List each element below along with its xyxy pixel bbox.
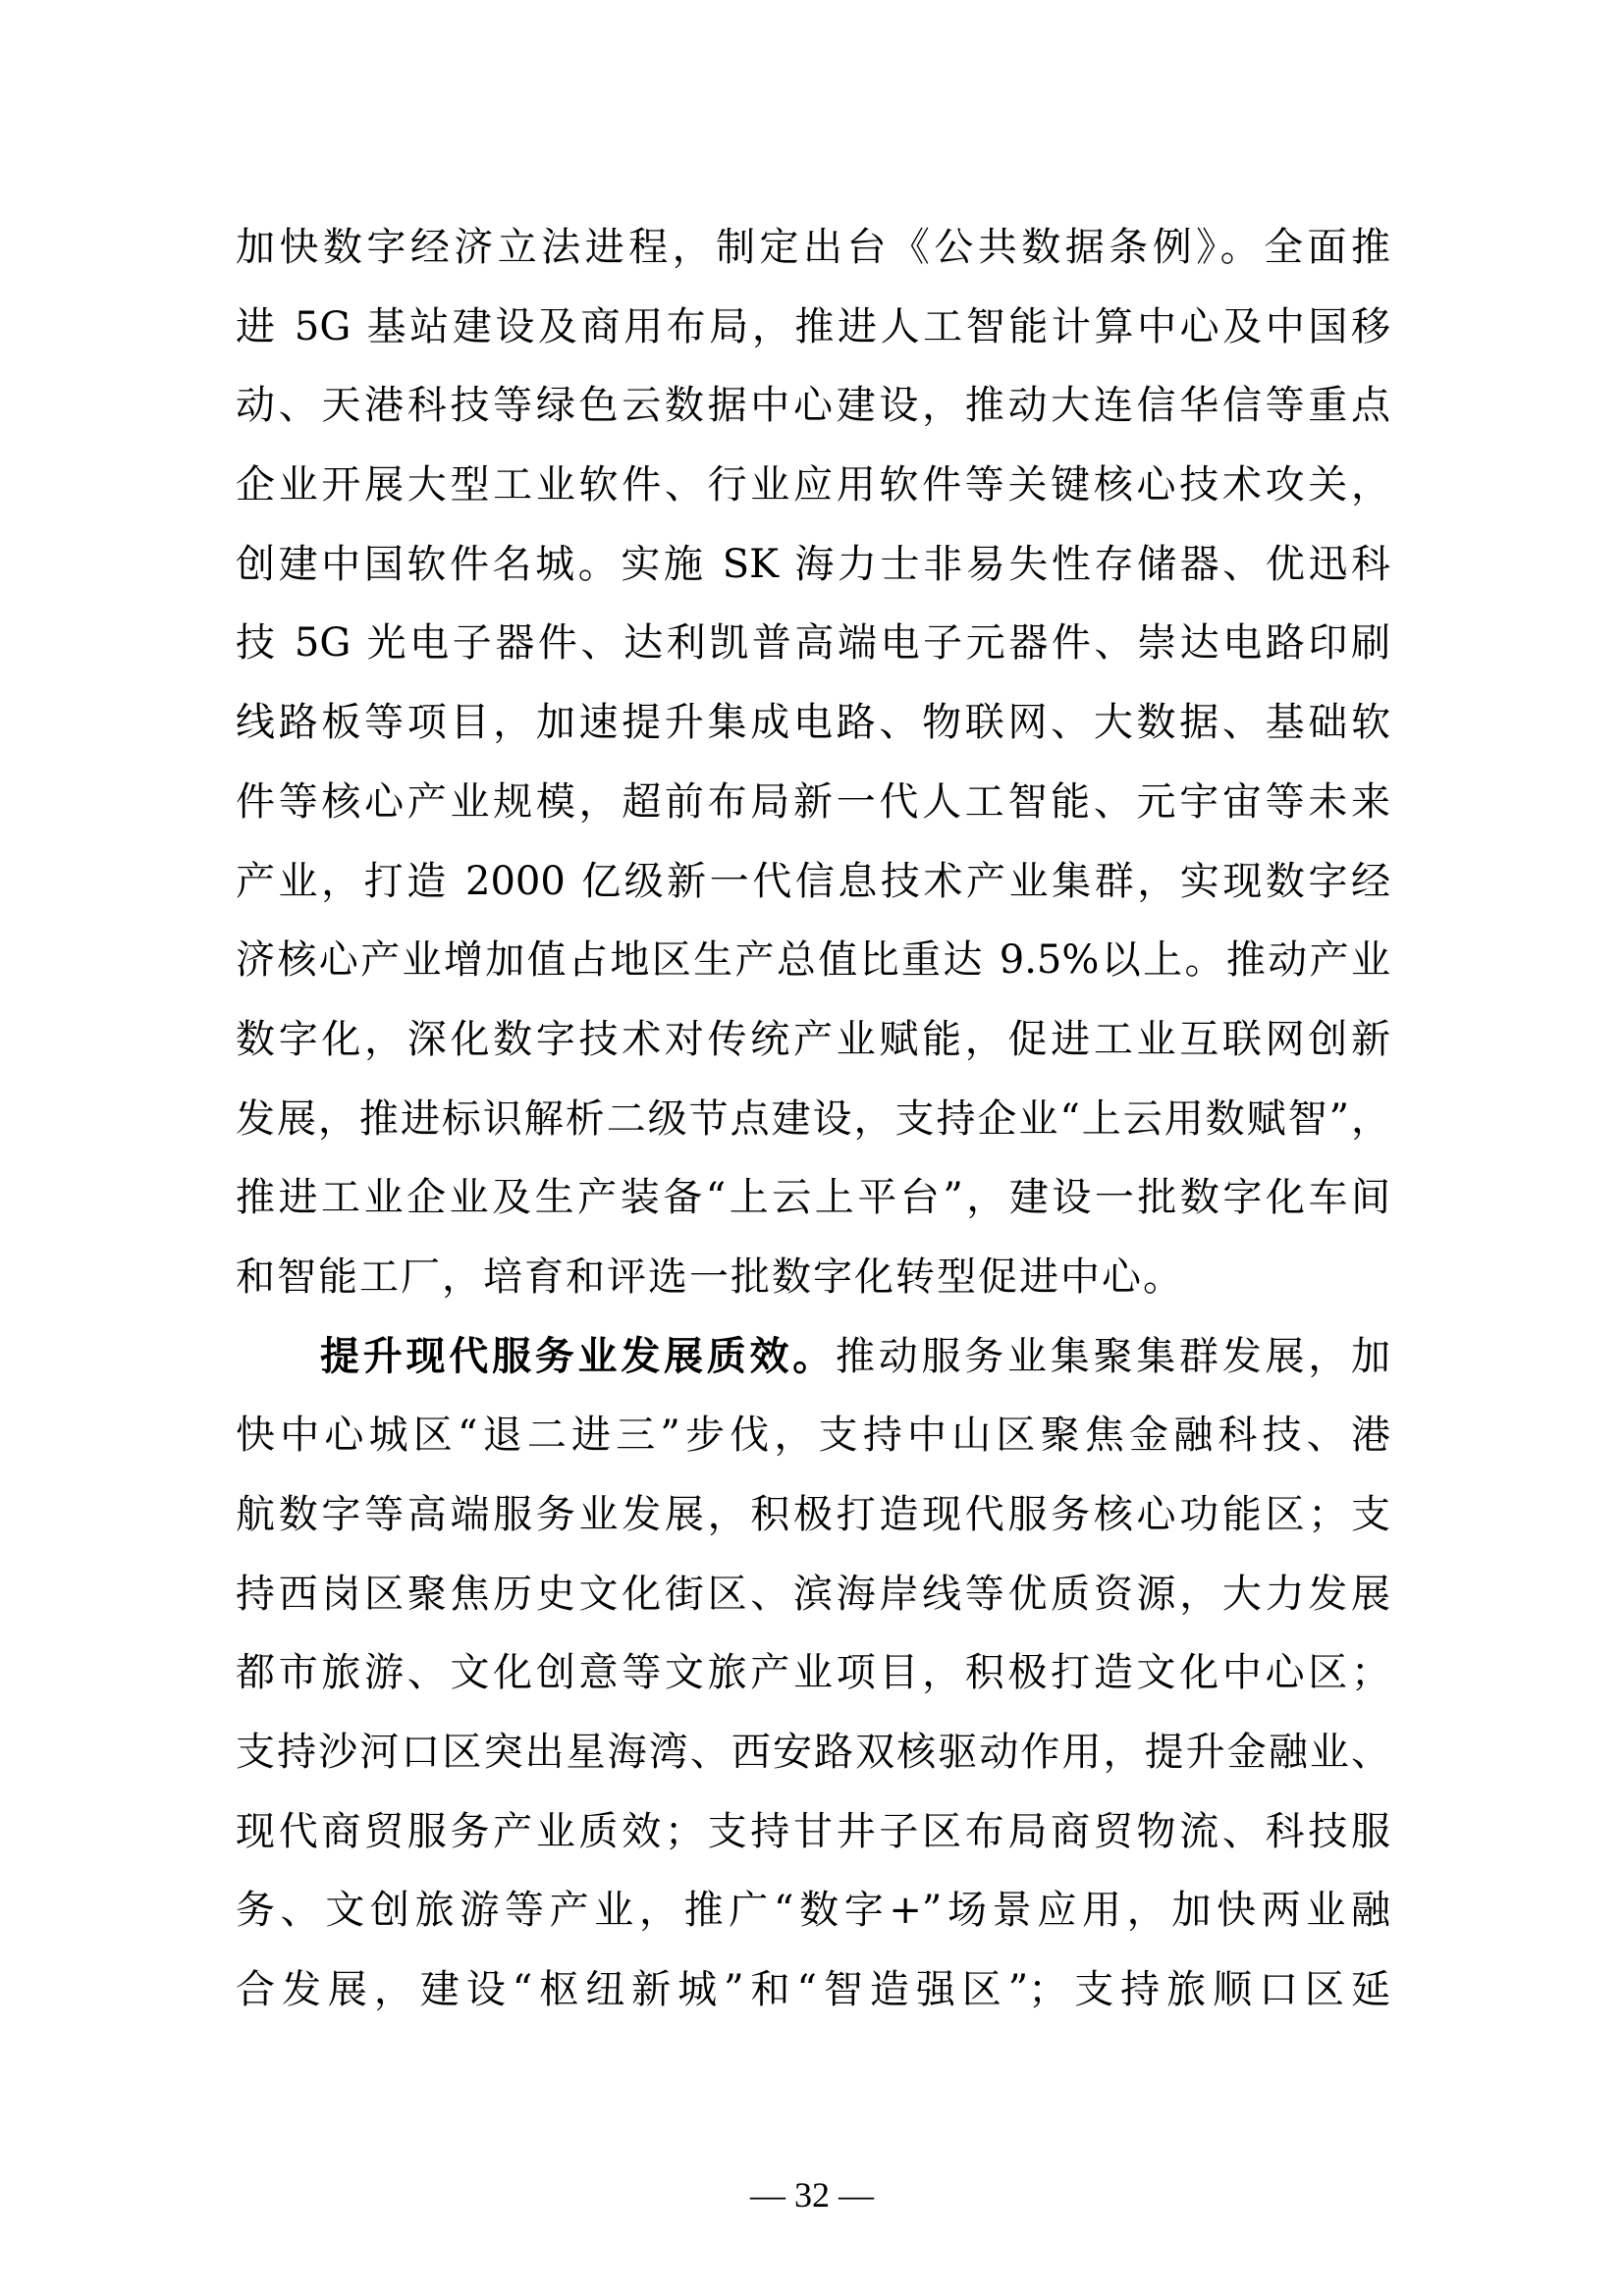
text-line: 创建中国软件名城。实施 SK 海力士非易失性存储器、优迅科 — [236, 541, 1390, 587]
text-line: 产业，打造 2000 亿级新一代信息技术产业集群，实现数字经 — [236, 858, 1390, 904]
text-line: 持西岗区聚焦历史文化街区、滨海岸线等优质资源，大力发展 — [236, 1571, 1390, 1617]
text-line: 济核心产业增加值占地区生产总值比重达 9.5%以上。推动产业 — [236, 937, 1390, 984]
text-line: 线路板等项目，加速提升集成电路、物联网、大数据、基础软 — [236, 700, 1390, 746]
text-line: 进 5G 基站建设及商用布局，推进人工智能计算中心及中国移 — [236, 303, 1390, 349]
page-number: — 32 — — [750, 2175, 874, 2215]
text-line: 件等核心产业规模，超前布局新一代人工智能、元宇宙等未来 — [236, 778, 1390, 825]
body-text — [236, 218, 1390, 2040]
text-line: 企业开展大型工业软件、行业应用软件等关键核心技术攻关， — [236, 462, 1390, 508]
text-line: 动、天港科技等绿色云数据中心建设，推动大连信华信等重点 — [236, 383, 1390, 429]
text-line: 发展，推进标识解析二级节点建设，支持企业“上云用数赋智”， — [236, 1095, 1390, 1142]
text-line-with-heading — [236, 1327, 1390, 1407]
paragraph-digital-economy — [236, 218, 1390, 1327]
text-line: 数字化，深化数字技术对传统产业赋能，促进工业互联网创新 — [236, 1016, 1390, 1062]
text-line: 务、文创旅游等产业，推广“数字+”场景应用，加快两业融 — [236, 1888, 1390, 1934]
text-line: 和智能工厂，培育和评选一批数字化转型促进中心。 — [236, 1254, 1184, 1300]
text-line: 支持沙河口区突出星海湾、西安路双核驱动作用，提升金融业、 — [236, 1730, 1390, 1776]
section-heading: 提升现代服务业发展质效。 — [320, 1332, 836, 1379]
text-line: 快中心城区“退二进三”步伐，支持中山区聚焦金融科技、港 — [236, 1413, 1390, 1459]
text-line: 都市旅游、文化创意等文旅产业项目，积极打造文化中心区； — [236, 1650, 1390, 1696]
text-line: 现代商贸服务产业质效；支持甘井子区布局商贸物流、科技服 — [236, 1808, 1390, 1854]
text-line: 合发展，建设“枢纽新城”和“智造强区”；支持旅顺口区延 — [236, 1967, 1390, 2013]
text-span: 推动服务业集聚集群发展，加 — [836, 1333, 1390, 1379]
text-line: 加快数字经济立法进程，制定出台《公共数据条例》。全面推 — [236, 225, 1390, 270]
text-line: 技 5G 光电子器件、达利凯普高端电子元器件、崇达电路印刷 — [236, 620, 1390, 667]
text-line: 航数字等高端服务业发展，积极打造现代服务核心功能区；支 — [236, 1492, 1390, 1537]
text-line: 推进工业企业及生产装备“上云上平台”，建设一批数字化车间 — [236, 1175, 1390, 1221]
paragraph-modern-services — [236, 1327, 1390, 2040]
